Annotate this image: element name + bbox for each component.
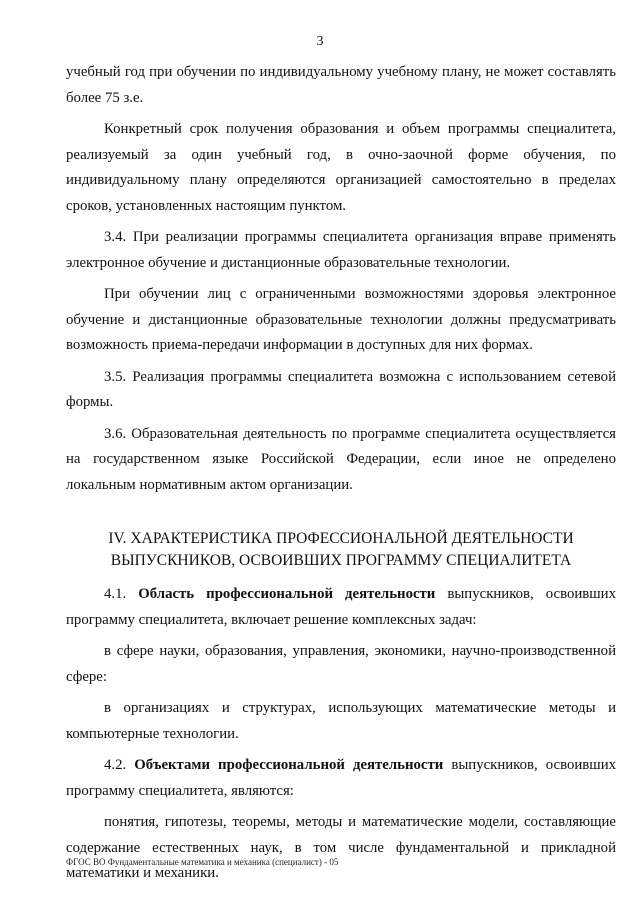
paragraph-continuation: учебный год при обучении по индивидуальному учебному плану, не может составлять более 75 з.е. xyxy=(66,64,616,106)
paragraph-4-1-sphere: в сфере науки, образования, управления, экономики, научно-производственной сфере: xyxy=(66,643,616,685)
paragraph-4-2 xyxy=(66,753,616,804)
paragraph-4-1-term: Область профессиональной деятельности xyxy=(138,586,436,602)
paragraph-4-2-objects: понятия, гипотезы, теоремы, методы и математические модели, составляющие содержание естественных наук, в том числе фундаментальной и прикладной математики и механики. xyxy=(66,814,616,881)
footer-note: ФГОС ВО Фундаментальные математика и механика (специалист) - 05 xyxy=(66,857,339,867)
section-heading-line-1: IV. ХАРАКТЕРИСТИКА ПРОФЕССИОНАЛЬНОЙ ДЕЯТЕЛЬНОСТИ xyxy=(108,530,574,547)
section-heading xyxy=(66,528,616,572)
paragraph-4-1-text: выпускников, освоивших программу специалитета, включает решение комплексных задач: xyxy=(66,586,617,628)
document-body xyxy=(66,60,616,887)
paragraph-4-1-number: 4.1. xyxy=(104,586,127,602)
page-number: 3 xyxy=(316,34,324,49)
paragraph-4-1-organizations: в организациях и структурах, использующих математические методы и компьютерные технологии. xyxy=(66,700,616,742)
paragraph-4-1 xyxy=(66,582,616,633)
paragraph-term-length: Конкретный срок получения образования и объем программы специалитета, реализуемый за один учебный год, в очно-заочной форме обучения, по индивидуальному плану определяются организацией самостоятельно в пределах сроков, установленных настоящим пунктом. xyxy=(66,121,616,214)
paragraph-4-2-term: Объектами профессиональной деятельности xyxy=(134,757,444,773)
paragraph-disabilities: При обучении лиц с ограниченными возможностями здоровья электронное обучение и дистанционные образовательные технологии должны предусматривать возможность приема-передачи информации в доступных для них формах. xyxy=(66,286,616,353)
section-heading-line-2: ВЫПУСКНИКОВ, ОСВОИВШИХ ПРОГРАММУ СПЕЦИАЛИТЕТА xyxy=(110,552,572,569)
paragraph-4-2-text: выпускников, освоивших программу специалитета, являются: xyxy=(66,757,617,799)
paragraph-4-2-number: 4.2. xyxy=(104,757,127,773)
paragraph-3-5: 3.5. Реализация программы специалитета возможна с использованием сетевой формы. xyxy=(66,368,616,410)
paragraph-3-6: 3.6. Образовательная деятельность по программе специалитета осуществляется на государственном языке Российской Федерации, если иное не определено локальным нормативным актом организации. xyxy=(66,425,616,493)
paragraph-3-4: 3.4. При реализации программы специалитета организация вправе применять электронное обучение и дистанционные образовательные технологии. xyxy=(66,229,616,271)
